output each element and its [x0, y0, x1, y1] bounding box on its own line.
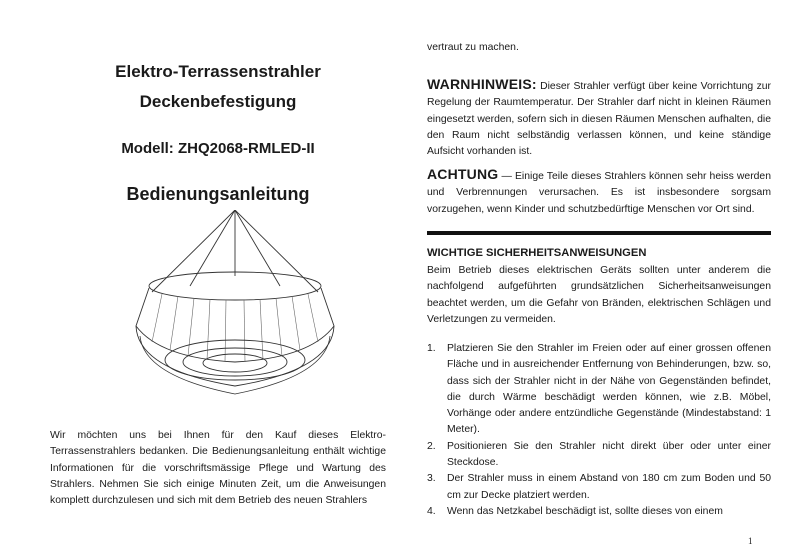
continuation-text: vertraut zu machen. — [427, 42, 519, 53]
intro-paragraph: Wir möchten uns bei Ihnen für den Kauf dieses Elektro-Terrassenstrahlers bedanken. Die Bedienungsanleitung enthält wichtige Informationen für die vorschriftsmässige Pflege und Wartung des Strahlers. Nehmen Sie sich einige Minuten Zeit, um die Anweisungen komplett durchzulesen und sich mit dem Betrieb des neuen Strahlers — [50, 430, 386, 507]
model-number: Modell: ZHQ2068-RMLED-II — [121, 140, 315, 157]
caution-notice — [427, 166, 771, 218]
warning-colon: : — [531, 76, 537, 92]
warning-notice — [427, 76, 771, 160]
list-item-text: Wenn das Netzkabel beschädigt ist, sollte dieses von einem — [447, 505, 723, 517]
warning-label: WARNHINWEIS — [427, 76, 532, 92]
section-title: WICHTIGE SICHERHEITSANWEISUNGEN — [427, 247, 647, 259]
heater-illustration — [130, 210, 340, 420]
list-item-text: Platzieren Sie den Strahler im Freien oder auf einer grossen offenen Fläche und in ausreichender Entfernung von Behinderungen, bzw. so, dass sich der Strahler nicht in der Nähe von Gegenständen befindet, die durch Wärme beschädigt werden können, wie z.B. Möbel, Vorhänge oder andere entzündliche Gegenstände (Mindestabstand: 1 Meter). — [447, 343, 771, 436]
list-item — [427, 504, 771, 520]
page-number: 1 — [748, 536, 753, 546]
list-item-text: Positionieren Sie den Strahler nicht direkt über oder unter einer Steckdose. — [447, 440, 771, 469]
product-title: Elektro-Terrassenstrahler — [115, 62, 321, 81]
list-item-number: 3. — [427, 473, 436, 485]
left-column — [50, 0, 386, 558]
safety-instructions-list — [427, 341, 771, 520]
list-item-number: 4. — [427, 505, 436, 517]
caution-label: ACHTUNG — [427, 166, 499, 182]
list-item-number: 1. — [427, 343, 436, 354]
manual-title: Bedienungsanleitung — [126, 184, 310, 204]
list-item-number: 2. — [427, 440, 436, 452]
section-divider — [427, 231, 771, 235]
right-column — [427, 0, 771, 558]
product-subtitle: Deckenbefestigung — [139, 92, 297, 111]
list-item — [427, 341, 771, 439]
list-item-text: Der Strahler muss in einem Abstand von 180 cm zum Boden und 50 cm zur Decke platziert werden. — [447, 473, 771, 501]
caution-text: — Einige Teile dieses Strahlers können sehr heiss werden und Verbrennungen verursachen. Es ist insbesondere sorgsam vorzugehen, wenn Kinder und schutzbedürftige Menschen vor Ort sind. — [427, 171, 771, 215]
list-item — [427, 471, 771, 504]
section-intro: Beim Betrieb dieses elektrischen Geräts sollten unter anderem die nachfolgend aufgeführten grundsätzlichen Sicherheitsanweisungen beachtet werden, um die Gefahr von Bränden, elektrischen Schlägen und Verletzungen zu vermeiden. — [427, 265, 771, 325]
warning-text: Dieser Strahler verfügt über keine Vorrichtung zur Regelung der Raumtemperatur. Der Strahler darf nicht in kleinen Räumen eingesetzt werden, sofern sich in diesen Räumen Menschen aufhalten, die den Raum nicht selbständig verlassen können, und keine ständige Aufsicht vorhanden ist. — [427, 81, 771, 158]
list-item — [427, 439, 771, 472]
